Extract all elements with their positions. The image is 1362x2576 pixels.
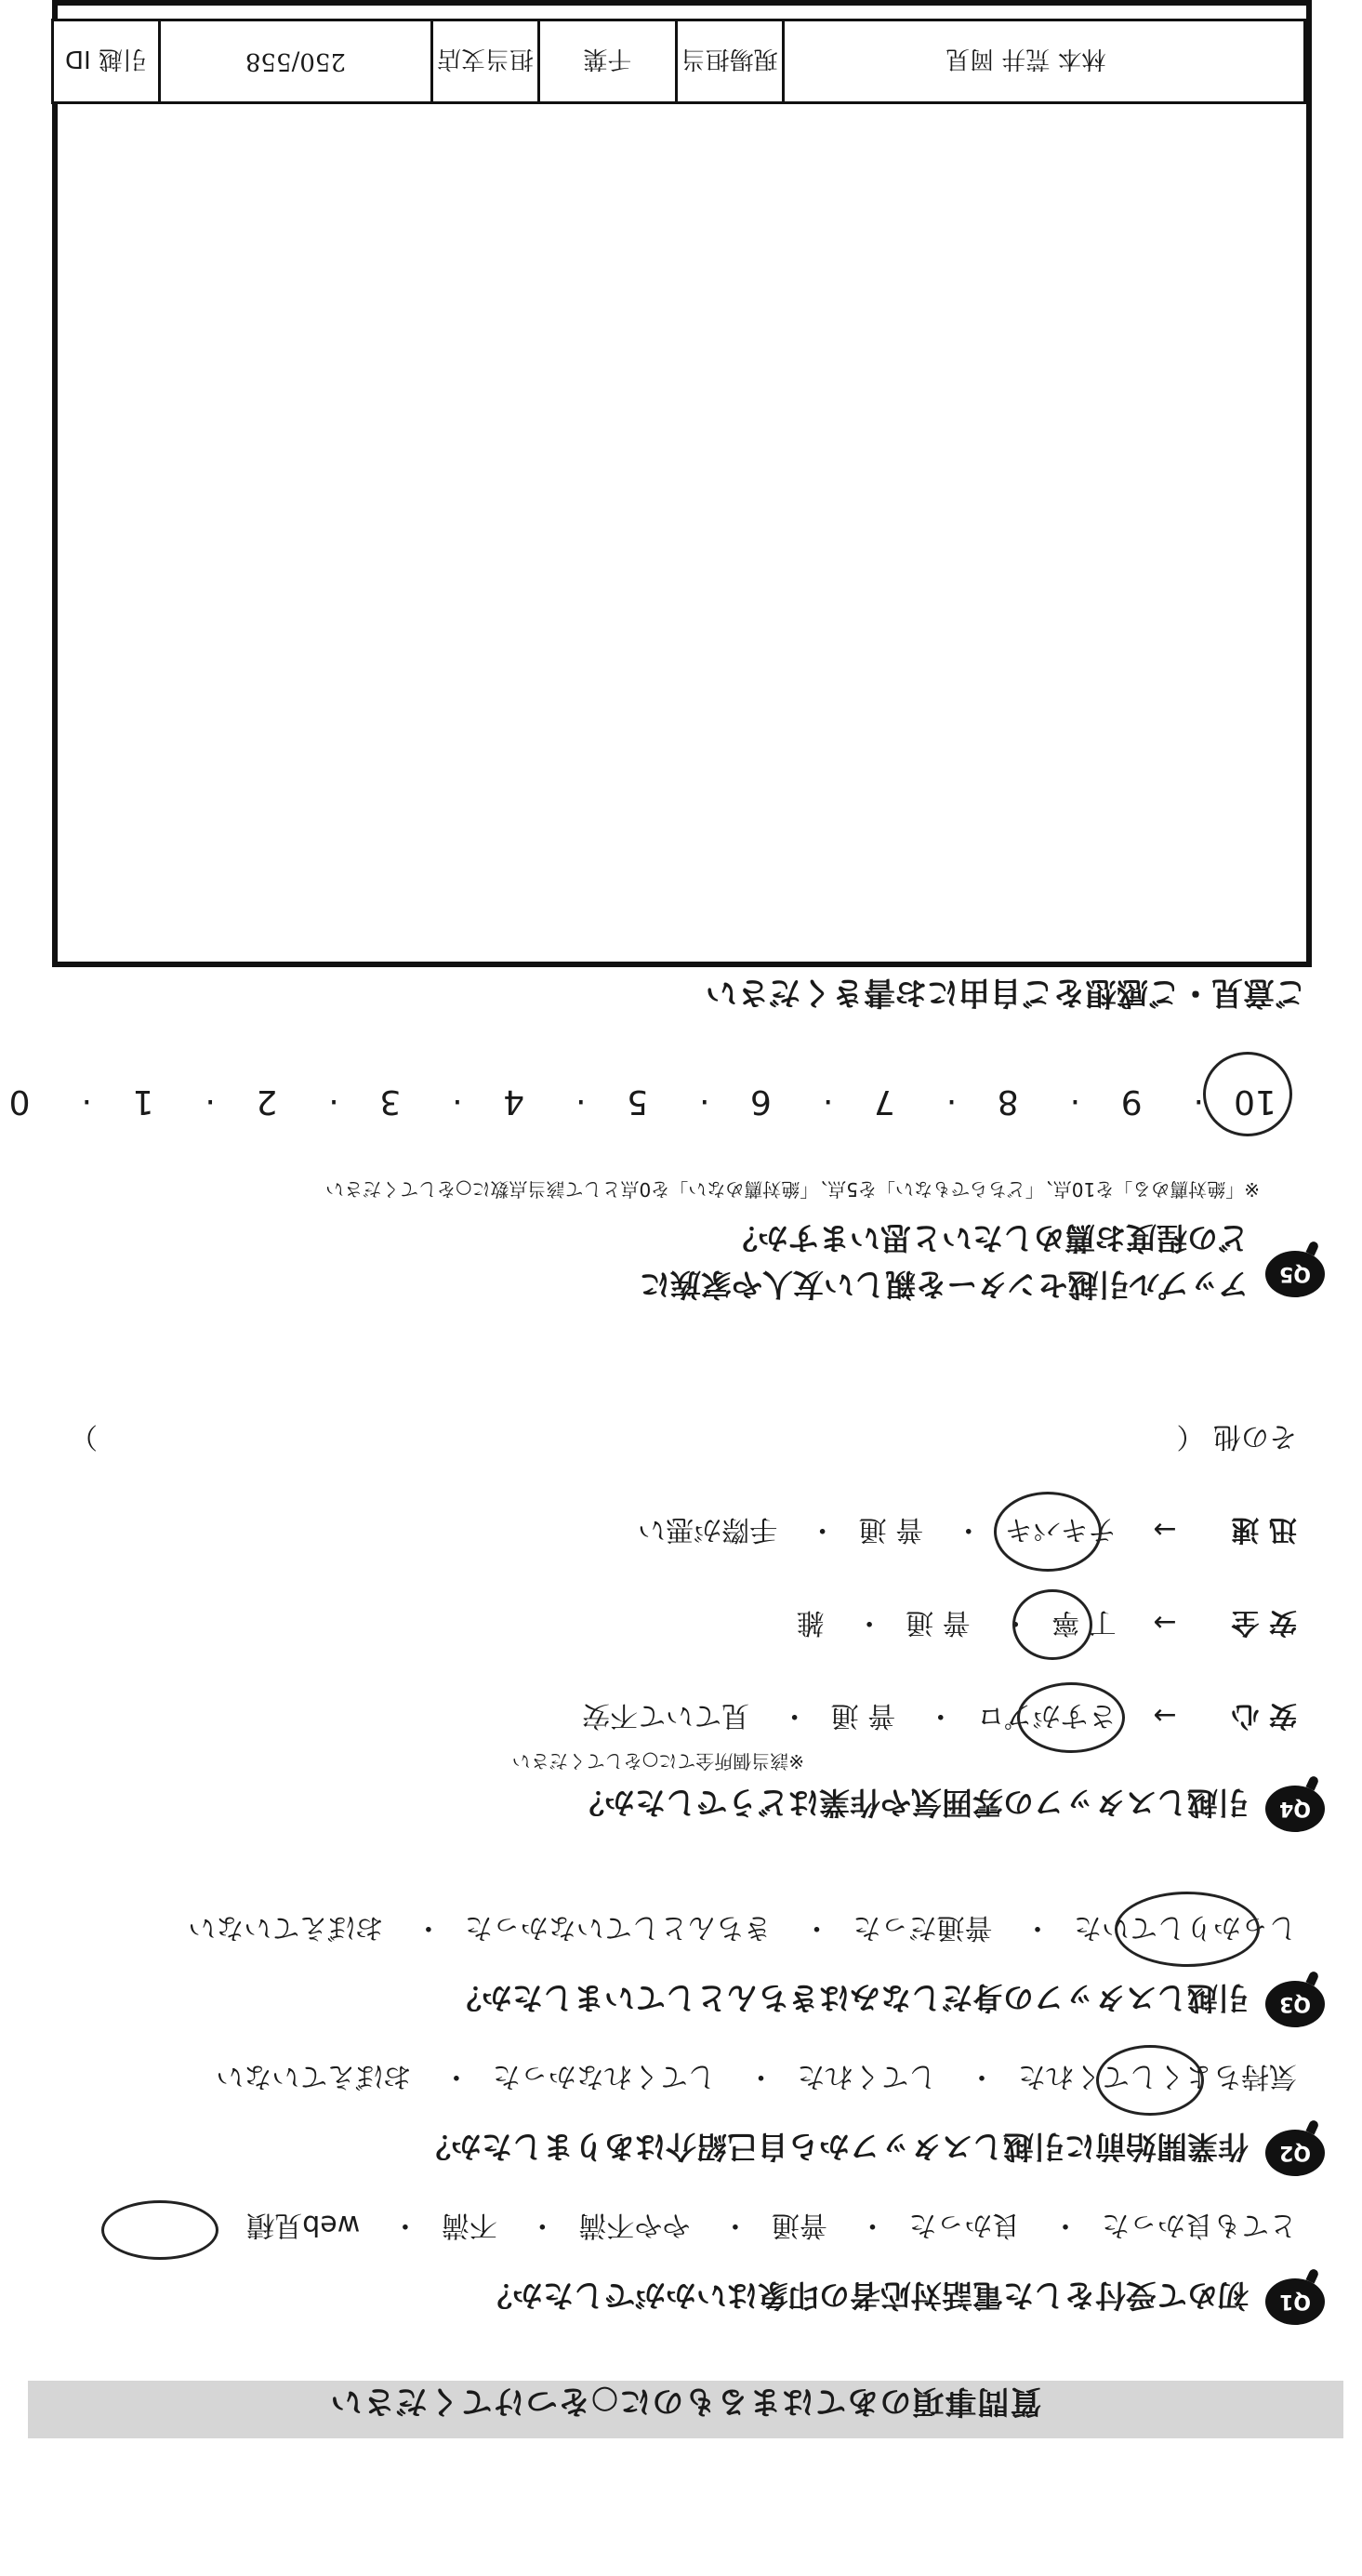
q2-question: 作業開始前に引越しスタッフから自己紹介はありましたか？ [420, 2129, 1249, 2165]
q4-row-label: 安 全 [1231, 1606, 1297, 1639]
q3-handwritten-circle [1115, 1892, 1260, 1967]
q2-badge: Q2 [1265, 2130, 1325, 2176]
id-value: 250/558 [160, 20, 432, 103]
q1-option-5[interactable]: 不満 [441, 2209, 497, 2241]
scale-10[interactable]: 10 [1234, 1082, 1276, 1121]
q4-jinsoku-circle [994, 1492, 1102, 1572]
comment-title: ご意見・ご感想をご自由にお書きください [706, 974, 1306, 1011]
comment-box[interactable] [52, 0, 1312, 967]
q4-anzen-circle [1012, 1589, 1092, 1660]
q4-anzen-option-2[interactable]: 普 通 [906, 1606, 971, 1639]
scale-6[interactable]: 6 [749, 1082, 772, 1121]
q4-jinsoku-option-1[interactable]: テキパキ [1004, 1513, 1117, 1546]
scale-0[interactable]: 0 [8, 1082, 31, 1121]
branch-label: 担当支店 [431, 20, 538, 103]
q1-handwritten-circle [101, 2200, 218, 2260]
q1-option-2[interactable]: 良かった [908, 2209, 1021, 2241]
q3-option-2[interactable]: 普通だった [853, 1911, 993, 1944]
q4-anshin-option-1[interactable]: さすがプロ [976, 1699, 1117, 1732]
q2-option-4[interactable]: おぼえていない [216, 2060, 412, 2092]
instruction-band [28, 2381, 1343, 2438]
instruction-text: 質問事項のあてはまるものに○をつけてください [329, 2383, 1042, 2420]
staff-label: 現場担当 [676, 20, 783, 103]
scale-7[interactable]: 7 [873, 1082, 895, 1121]
scale-2[interactable]: 2 [256, 1082, 278, 1121]
scale-9[interactable]: 9 [1120, 1082, 1143, 1121]
q1-option-6[interactable]: web見積 [246, 2209, 361, 2241]
q1-badge: Q1 [1265, 2278, 1325, 2325]
q4-anshin-circle [1017, 1682, 1125, 1753]
q2-option-3[interactable]: してくれなかった [492, 2060, 716, 2092]
q4-badge: Q4 [1265, 1786, 1325, 1832]
q2-option-1[interactable]: 気持ちよくしてくれた [1018, 2060, 1297, 2092]
q4-anzen-option-1[interactable]: 丁 寧 [1051, 1606, 1117, 1639]
q5-question-line2: どの程度お薦めしたいと思いますか？ [727, 1220, 1249, 1256]
scale-8[interactable]: 8 [997, 1082, 1019, 1121]
q4-other-close: ） [70, 1420, 98, 1453]
scale-1[interactable]: 1 [132, 1082, 154, 1121]
q1-question: 初めて受付をした電話対応者の印象はいかがでしたか？ [482, 2277, 1249, 2314]
q4-row-label: 迅 速 [1231, 1513, 1297, 1546]
q2-handwritten-circle [1096, 2045, 1204, 2116]
q4-jinsoku-option-3[interactable]: 手際が悪い [638, 1513, 778, 1546]
q5-handwritten-circle [1203, 1052, 1292, 1136]
q5-badge: Q5 [1265, 1251, 1325, 1297]
q4-row-anzen: 安 全 → 丁 寧・ 普 通・ 雑 [797, 1605, 1297, 1646]
scale-3[interactable]: 3 [379, 1082, 402, 1121]
q1-options: とても良かった・ 良かった・ 普通・ やや不満・ 不満・ web見積 [246, 2208, 1297, 2249]
q3-option-3[interactable]: きちんとしていなかった [464, 1911, 772, 1944]
q4-row-jinsoku: 迅 速 → テキパキ・ 普 通・ 手際が悪い [638, 1512, 1297, 1553]
q5-question-line1: アップル引越センターを親しい友人や家族に [639, 1267, 1249, 1303]
q1-option-1[interactable]: とても良かった [1102, 2209, 1297, 2241]
id-label: 引越 ID [53, 20, 160, 103]
q3-option-1[interactable]: しっかりしていた [1074, 1911, 1297, 1944]
q4-other-label: その他 （ [1176, 1420, 1297, 1453]
q4-anzen-option-3[interactable]: 雑 [796, 1606, 825, 1639]
q4-anshin-option-2[interactable]: 普 通 [830, 1699, 896, 1732]
q5-note: ※「絶対薦める」を10点、「どちらでもない」を5点、「絶対薦めない」を0点として該当点数に○をしてください [325, 1178, 1260, 1201]
q1-option-3[interactable]: 普通 [771, 2209, 827, 2241]
staff-value: 林本 荒井 岡見 [783, 20, 1304, 103]
q3-options: しっかりしていた・ 普通だった・ きちんとしていなかった・ おぼえていない [188, 1910, 1297, 1951]
q4-row-anshin: 安 心 → さすがプロ・ 普 通・ 見ていて不安 [582, 1698, 1297, 1739]
q4-row-label: 安 心 [1231, 1699, 1297, 1732]
q3-question: 引越しスタッフの身だしなみはきちんとしていましたか？ [451, 1980, 1249, 2016]
branch-value: 千葉 [538, 20, 676, 103]
q3-option-4[interactable]: おぼえていない [188, 1911, 384, 1944]
scale-5[interactable]: 5 [627, 1082, 648, 1121]
q2-option-2[interactable]: してくれた [797, 2060, 937, 2092]
q4-anshin-option-3[interactable]: 見ていて不安 [582, 1699, 750, 1732]
scale-4[interactable]: 4 [503, 1082, 525, 1121]
q4-jinsoku-option-2[interactable]: 普 通 [858, 1513, 924, 1546]
id-table [51, 19, 1306, 104]
q2-options: 気持ちよくしてくれた・ してくれた・ してくれなかった・ おぼえていない [216, 2059, 1297, 2100]
q3-badge: Q3 [1265, 1981, 1325, 2027]
q5-scale: 10· 9· 8· 7· 6· 5· 4· 3· 2· 1· 0 [0, 1082, 1306, 1121]
q4-question: 引越しスタッフの雰囲気や作業はどうでしたか？ [574, 1785, 1249, 1821]
q1-option-4[interactable]: やや不満 [578, 2209, 691, 2241]
q4-other [51, 1419, 1297, 1460]
q4-note: ※該当個所全てに○をしてください [511, 1750, 804, 1773]
